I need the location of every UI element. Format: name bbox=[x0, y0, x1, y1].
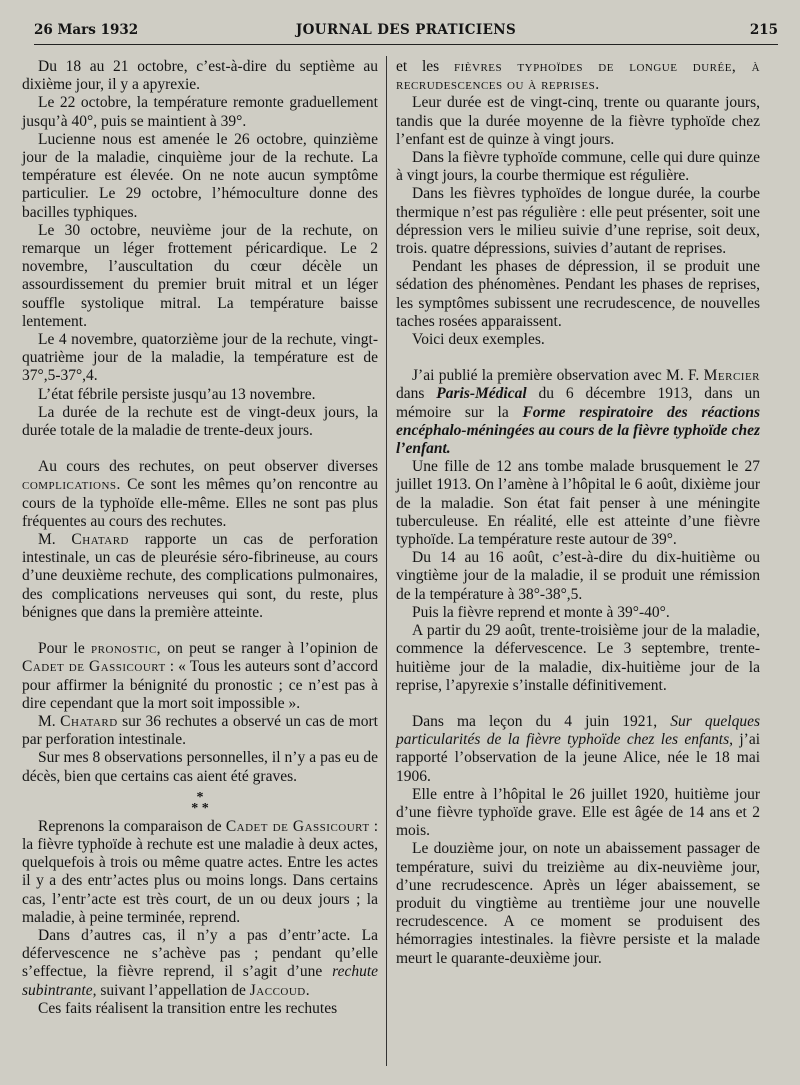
paragraph: L’état fébrile persiste jusqu’au 13 novembre. bbox=[38, 385, 316, 403]
author-name: Jaccoud. bbox=[249, 981, 311, 999]
paragraph: M. Chatard rapporte un cas de perforation intestinale, un cas de pleurésie séro-fibrineuse, au cours d’une deuxième rechute, des complications pulmonaires, des complications nerveuses qui sont, du reste, plus bénignes que dans la première atteinte. bbox=[22, 531, 379, 621]
author-name: Chatard bbox=[71, 531, 129, 549]
paragraph: La durée de la rechute est de vingt-deux jours, la durée totale de la maladie de trente-deux jours. bbox=[22, 403, 378, 440]
paragraph: Le 4 novembre, quatorzième jour de la rechute, vingt-quatrième jour de la maladie, la température est de 37°,5-37°,4. bbox=[22, 331, 378, 385]
paragraph: Du 18 au 21 octobre, c’est-à-dire du septième au dixième jour, il y a apyrexie. bbox=[22, 58, 378, 94]
paragraph: A partir du 29 août, trente-troisième jour de la maladie, commence la défervescence. Le 3 septembre, trente-huitième jour de la maladie, dix-huitième jour de la reprise, l’apyrexie s’installe définitivement. bbox=[396, 622, 760, 694]
paragraph: Lucienne nous est amenée le 26 octobre, quinzième jour de la maladie, cinquième jour de la rechute. La température est élevée. On ne note aucun symptôme particulier. Le 29 octobre, l’hémoculture donne des bacilles typhiques. bbox=[22, 130, 378, 221]
column-divider bbox=[386, 56, 387, 1066]
keyword-complications: complications. bbox=[22, 476, 121, 494]
paragraph-pronostic: Pour le pronostic, on peut se ranger à l’opinion de Cadet de Gassicourt : « Tous les auteurs sont d’accord pour affirmer la bénignité du pronostic ; ce n’est pas à dire cependant que la mort soit impossible ». bbox=[22, 640, 379, 712]
paragraph: Sur mes 8 observations personnelles, il n’y a pas eu de décès, bien que certains cas aient été graves. bbox=[22, 749, 378, 785]
running-header bbox=[34, 16, 778, 45]
page-number: 215 bbox=[749, 22, 778, 38]
issue-date: 26 Mars 1932 bbox=[34, 22, 139, 38]
paragraph: Une fille de 12 ans tombe malade brusquement le 27 juillet 1913. On l’amène à l’hôpital le 6 août, dixième jour de la maladie. Son état fait penser à une méningite tuberculeuse. En réalité, elle est atteinte d’une fièvre typhoïde. La température reste autour de 39°. bbox=[396, 458, 760, 549]
author-name: Cadet de Gassicourt bbox=[22, 658, 166, 676]
lecture-title: Sur quelques particularités de la fièvre typhoïde chez les enfants, bbox=[396, 712, 760, 749]
journal-name: Paris-Médical bbox=[436, 385, 527, 403]
paragraph: Ces faits réalisent la transition entre les rechutes bbox=[38, 999, 338, 1017]
left-column bbox=[22, 58, 378, 1018]
paragraph: et les fièvres typhoïdes de longue durée, à recrudescences ou à reprises. bbox=[396, 58, 761, 94]
article-title: Forme respiratoire des réactions encéphalo-méningées au cours de la fièvre typhoïde chez l’enfant. bbox=[396, 403, 760, 458]
paragraph-observation-2: Dans ma leçon du 4 juin 1921, Sur quelques particularités de la fièvre typhoïde chez les enfants, j’ai rapporté l’observation de la jeune Alice, née le 18 mai 1906. bbox=[396, 712, 761, 785]
paragraph: Reprenons la comparaison de Cadet de Gassicourt : la fièvre typhoïde à rechute est une maladie à deux actes, quelquefois à trois ou même quatre actes. Entre les actes il y a des entr’actes plus ou moins longs. Dans certains cas, l’entr’acte est très court, de un ou deux jours ; la maladie, à peine terminée, reprend. bbox=[22, 817, 379, 926]
right-column bbox=[396, 58, 760, 968]
author-name: Mercier bbox=[703, 367, 761, 385]
paragraph: Pendant les phases de dépression, il se produit une sédation des phénomènes. Pendant les phases de reprises, les symptômes subissent une recrudescence, de nouvelles taches rosées apparaissent. bbox=[396, 258, 760, 330]
paragraph: Du 14 au 16 août, c’est-à-dire du dix-huitième ou vingtième jour de la maladie, il se produit une rémission de la température à 38°-38°,5. bbox=[396, 549, 760, 603]
keyword-pronostic: pronostic, bbox=[91, 640, 162, 658]
paragraph: Dans les fièvres typhoïdes de longue durée, la courbe thermique n’est pas régulière : elle peut présenter, soit une dépression vers le milieu suivie d’une reprise, soit deux, trois. quatre dépressions, suivies d’autant de reprises. bbox=[396, 185, 760, 258]
paragraph: Puis la fièvre reprend et monte à 39°-40°. bbox=[412, 603, 670, 621]
journal-title: JOURNAL DES PRATICIENS bbox=[295, 22, 517, 38]
paragraph: Dans la fièvre typhoïde commune, celle qui dure quinze à vingt jours, la courbe thermique est régulière. bbox=[396, 149, 760, 185]
paragraph: Le douzième jour, on note un abaissement passager de température, suivi du treizième au dix-neuvième jour, d’une recrudescence. Après un léger abaissement, se produit du vingtième au trentième jour une nouvelle recrudescence. A ce moment se produisent des hémorragies intestinales. la fièvre persiste et la malade meurt le quarante-deuxième jour. bbox=[396, 840, 760, 967]
paragraph: Leur durée est de vingt-cinq, trente ou quarante jours, tandis que la durée moyenne de la fièvre typhoïde chez l’enfant est de quinze à vingt jours. bbox=[396, 94, 760, 148]
paragraph: Elle entre à l’hôpital le 26 juillet 1920, huitième jour d’une fièvre typhoïde grave. Elle est âgée de 14 ans et 2 mois. bbox=[396, 785, 760, 840]
paragraph: Le 30 octobre, neuvième jour de la rechute, on remarque un léger frottement péricardique. Le 2 novembre, l’auscultation du cœur décèle un assourdissement du premier bruit mitral et un léger souffle systolique mitral. La température baisse lentement. bbox=[22, 221, 378, 330]
author-name: Cadet de Gassicourt bbox=[225, 817, 370, 835]
paragraph: Dans d’autres cas, il n’y a pas d’entr’acte. La défervescence ne s’achève pas ; pendant qu’elle s’effectue, la fièvre reprend, il s’agit d’une rechute subintrante, suivant l’appellation de Jaccoud. bbox=[22, 926, 379, 999]
paragraph: M. Chatard sur 36 rechutes a observé un cas de mort par perforation intestinale. bbox=[22, 712, 378, 749]
paragraph: Le 22 octobre, la température remonte graduellement jusqu’à 40°, puis se maintient à 39°. bbox=[22, 94, 378, 130]
author-name: Chatard bbox=[60, 712, 118, 730]
paragraph: Voici deux exemples. bbox=[412, 331, 545, 349]
section-asterism: * * * bbox=[191, 789, 209, 816]
keyword-fievres: fièvres typhoïdes de longue durée, à recrudescences ou à reprises. bbox=[396, 58, 761, 94]
paragraph-complications: Au cours des rechutes, on peut observer diverses complications. Ce sont les mêmes qu’on rencontre au cours de la typhoïde elle-même. Elles ne sont pas plus fréquentes au cours des rechutes. bbox=[22, 458, 378, 530]
italic-term: rechute subintrante, bbox=[22, 963, 379, 999]
paragraph-observation-1: J’ai publié la première observation avec M. F. Mercier dans Paris-Médical du 6 décembre 1913, dans un mémoire sur la Forme respiratoire des réactions encéphalo-méningées au cours de la fièvre typhoïde chez l’enfant. bbox=[396, 367, 761, 458]
